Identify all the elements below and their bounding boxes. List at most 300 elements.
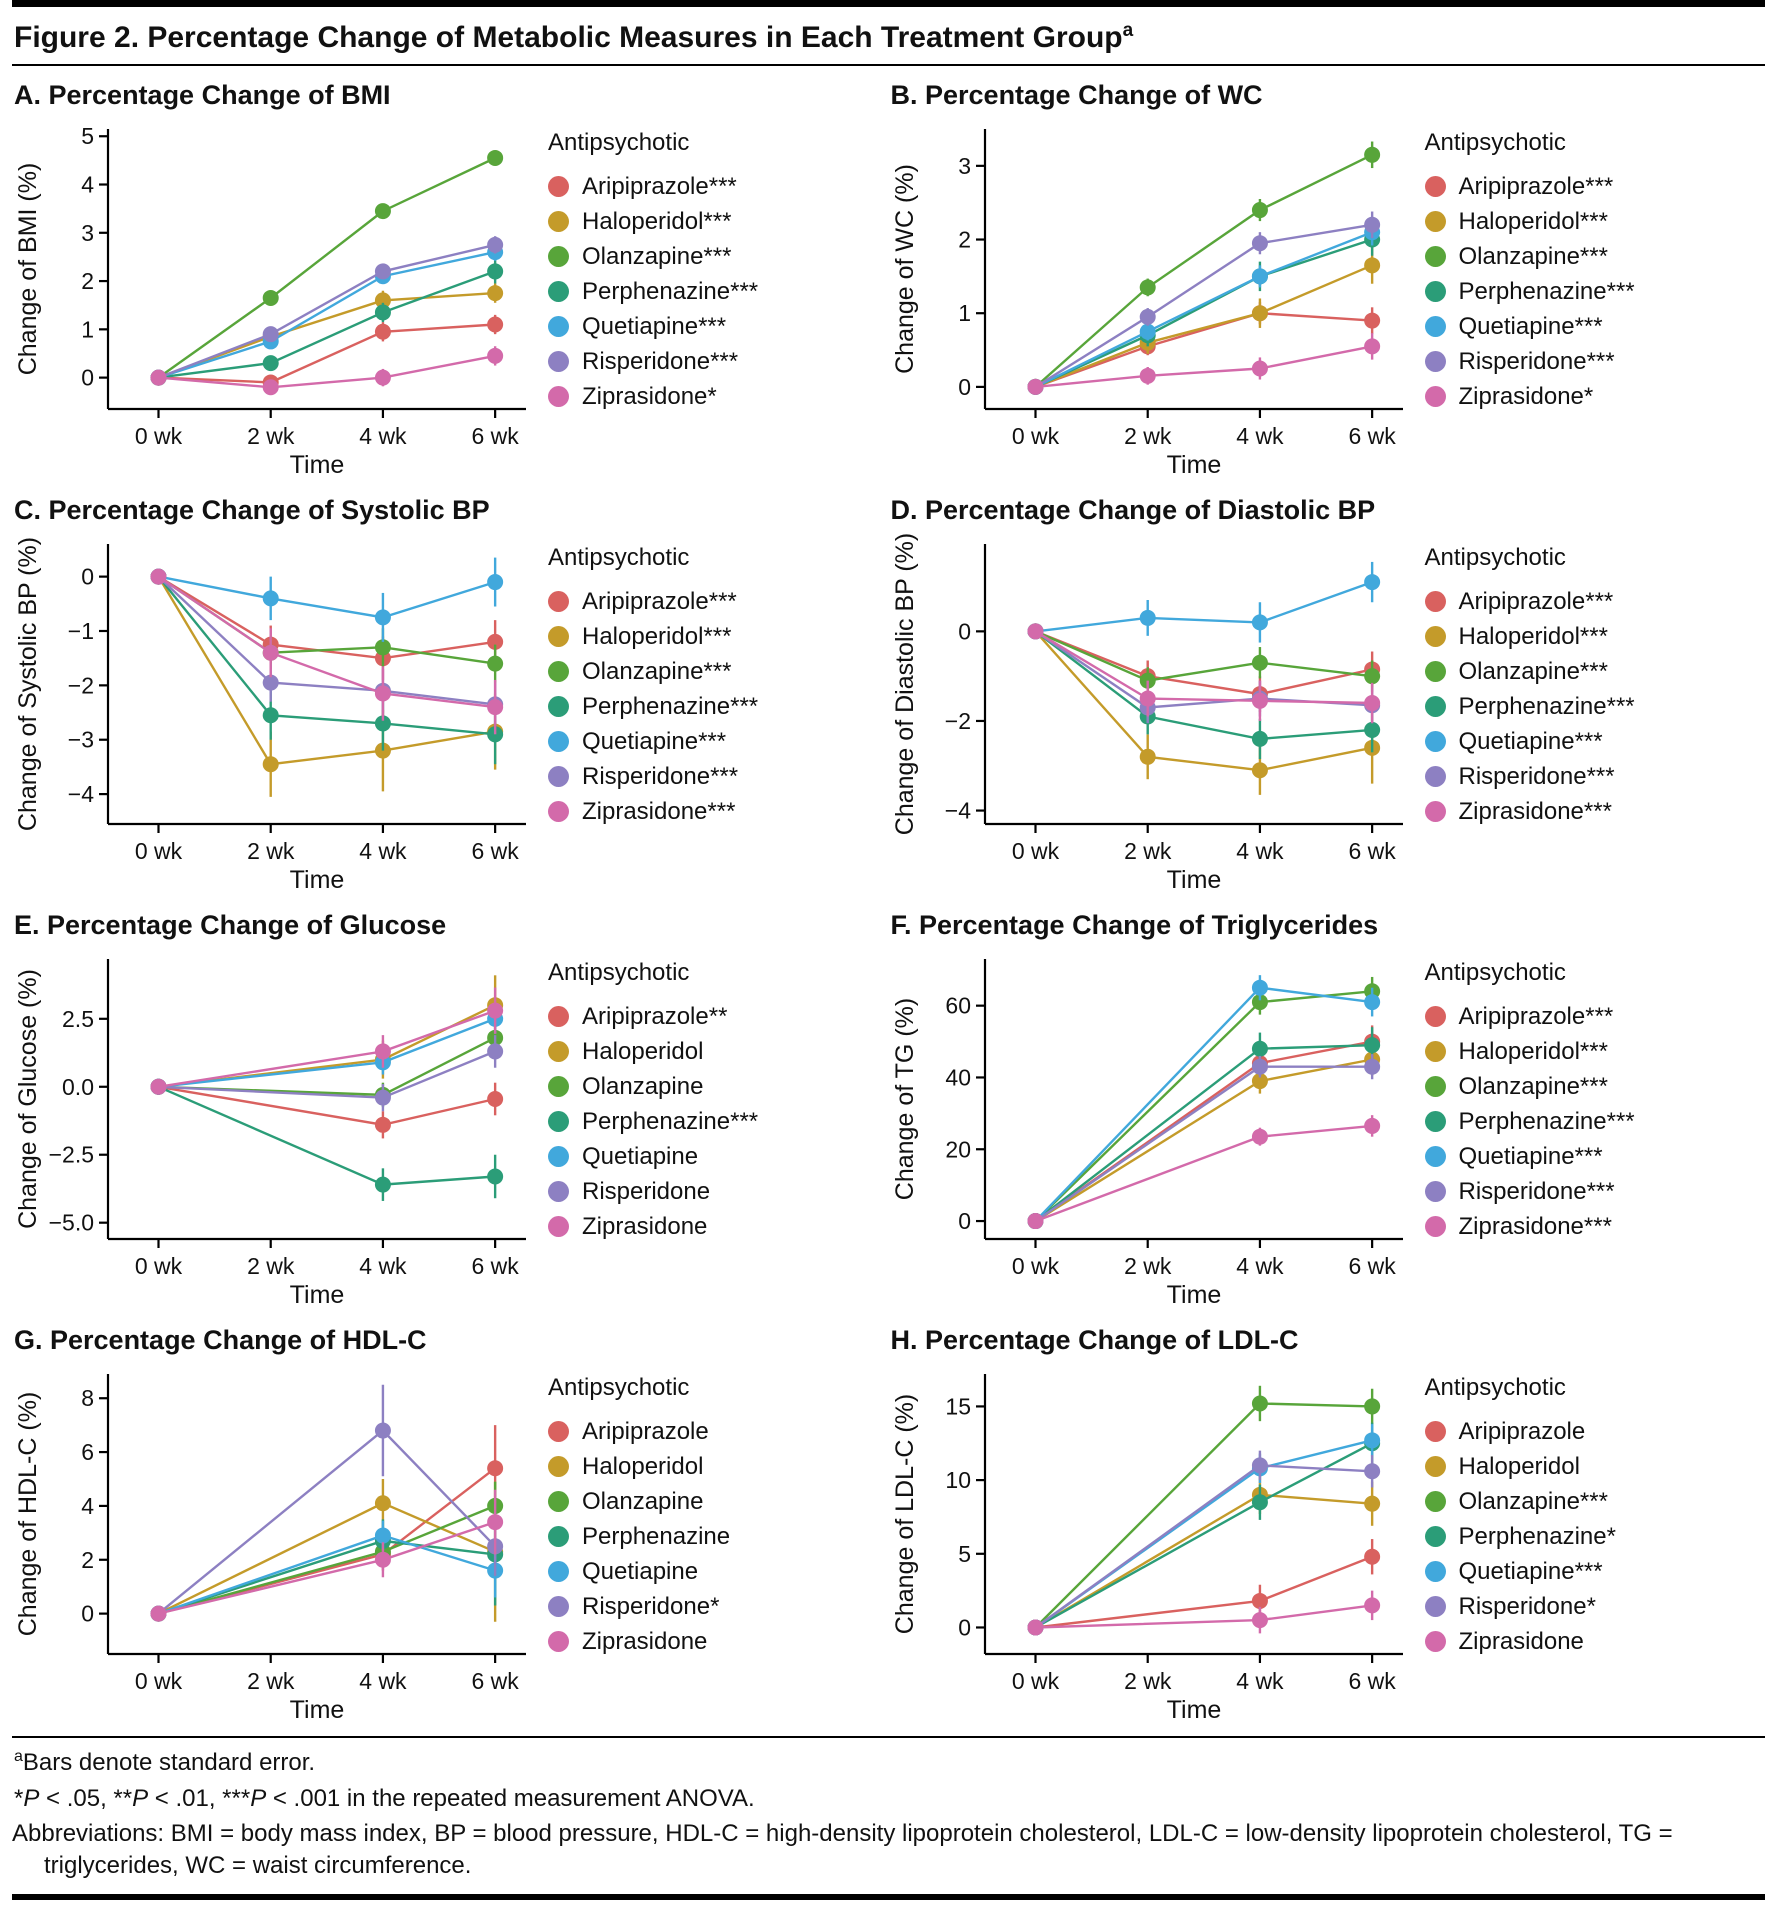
legend-label: Perphenazine bbox=[582, 1522, 731, 1550]
legend-label: Risperidone*** bbox=[582, 762, 739, 790]
legend-marker-icon bbox=[1425, 801, 1446, 822]
legend-label: Ziprasidone*** bbox=[1458, 1212, 1612, 1240]
legend-item bbox=[548, 309, 758, 344]
legend-label: Quetiapine*** bbox=[1458, 312, 1603, 340]
legend-label: Haloperidol*** bbox=[582, 207, 732, 235]
legend-item bbox=[548, 239, 758, 274]
legend-label: Haloperidol bbox=[1458, 1452, 1580, 1480]
legend-items bbox=[1425, 999, 1635, 1244]
svg-text:Change of WC (%): Change of WC (%) bbox=[890, 164, 919, 374]
legend-item bbox=[548, 1069, 758, 1104]
legend-marker-icon bbox=[1425, 1561, 1446, 1582]
footnote-stats-segment: * bbox=[14, 1784, 24, 1812]
legend-marker-icon bbox=[548, 351, 569, 372]
svg-text:4 wk: 4 wk bbox=[1235, 423, 1284, 449]
svg-text:2 wk: 2 wk bbox=[247, 838, 295, 864]
legend-item bbox=[1425, 1414, 1616, 1449]
legend-title: Antipsychotic bbox=[1424, 129, 1566, 156]
svg-text:6 wk: 6 wk bbox=[1347, 1253, 1396, 1279]
legend-label: Risperidone*** bbox=[582, 347, 739, 375]
legend-label: Aripiprazole** bbox=[582, 1002, 728, 1030]
legend-item bbox=[548, 759, 758, 794]
legend-label: Haloperidol*** bbox=[1458, 207, 1608, 235]
svg-text:Change of Glucose (%): Change of Glucose (%) bbox=[14, 969, 42, 1229]
legend-items bbox=[1425, 584, 1635, 829]
legend-marker-icon bbox=[1425, 1146, 1446, 1167]
figure-title bbox=[12, 7, 1765, 64]
legend-marker-icon bbox=[1425, 1631, 1446, 1652]
svg-text:15: 15 bbox=[944, 1393, 971, 1420]
legend-marker-icon bbox=[548, 1526, 569, 1547]
legend-marker-icon bbox=[1425, 1491, 1446, 1512]
svg-text:4 wk: 4 wk bbox=[359, 1253, 407, 1279]
svg-text:0 wk: 0 wk bbox=[1011, 423, 1059, 449]
legend-label: Olanzapine*** bbox=[1458, 1072, 1608, 1100]
svg-text:6: 6 bbox=[81, 1439, 94, 1466]
legend-marker-icon bbox=[548, 176, 569, 197]
legend-label: Quetiapine bbox=[582, 1557, 699, 1585]
legend-marker-icon bbox=[1425, 211, 1446, 232]
svg-text:Time: Time bbox=[289, 1281, 345, 1309]
legend-item bbox=[1425, 1589, 1616, 1624]
legend-items bbox=[548, 584, 758, 829]
svg-text:4: 4 bbox=[81, 1492, 94, 1519]
legend-item bbox=[548, 1519, 730, 1554]
ldl-c-legend bbox=[1425, 1374, 1616, 1659]
legend-items bbox=[548, 1414, 730, 1659]
svg-text:4 wk: 4 wk bbox=[359, 838, 407, 864]
legend-marker-icon bbox=[1425, 1421, 1446, 1442]
legend-marker-icon bbox=[1425, 1526, 1446, 1547]
legend-marker-icon bbox=[548, 281, 569, 302]
legend-marker-icon bbox=[548, 1181, 569, 1202]
legend-item bbox=[1425, 204, 1635, 239]
svg-text:Change of HDL-C (%): Change of HDL-C (%) bbox=[14, 1391, 42, 1637]
svg-text:0: 0 bbox=[81, 563, 94, 590]
legend-items bbox=[548, 169, 758, 414]
legend-label: Olanzapine bbox=[582, 1072, 704, 1100]
svg-text:20: 20 bbox=[944, 1136, 971, 1163]
legend-item bbox=[548, 584, 758, 619]
legend-label: Ziprasidone bbox=[582, 1212, 708, 1240]
legend-marker-icon bbox=[1425, 351, 1446, 372]
legend-item bbox=[1425, 309, 1635, 344]
legend-item bbox=[1425, 344, 1635, 379]
legend-label: Perphenazine* bbox=[1458, 1522, 1616, 1550]
svg-text:0: 0 bbox=[957, 1614, 971, 1641]
legend-marker-icon bbox=[548, 1041, 569, 1062]
legend-label: Olanzapine*** bbox=[1458, 242, 1608, 270]
legend-label: Quetiapine*** bbox=[1458, 727, 1603, 755]
svg-text:40: 40 bbox=[944, 1064, 971, 1091]
figure-title-superscript: a bbox=[1122, 20, 1134, 41]
svg-text:−4: −4 bbox=[944, 797, 971, 824]
legend-item bbox=[548, 1624, 730, 1659]
svg-text:60: 60 bbox=[944, 992, 971, 1019]
legend-item bbox=[548, 689, 758, 724]
svg-text:2 wk: 2 wk bbox=[1123, 1253, 1171, 1279]
svg-text:Time: Time bbox=[1166, 866, 1221, 894]
legend-items bbox=[1425, 169, 1635, 414]
legend-item bbox=[548, 274, 758, 309]
svg-text:0 wk: 0 wk bbox=[1011, 1253, 1059, 1279]
panel-a-title: A. Percentage Change of BMI bbox=[14, 80, 391, 110]
legend-marker-icon bbox=[1425, 766, 1446, 787]
footnote-stats-segment: < .01, *** bbox=[148, 1784, 251, 1812]
legend-item bbox=[548, 654, 758, 689]
legend-marker-icon bbox=[548, 696, 569, 717]
legend-marker-icon bbox=[548, 211, 569, 232]
legend-title: Antipsychotic bbox=[548, 959, 690, 986]
svg-text:3: 3 bbox=[81, 219, 94, 246]
svg-text:Change of Diastolic BP (%): Change of Diastolic BP (%) bbox=[890, 532, 919, 836]
legend-marker-icon bbox=[1425, 386, 1446, 407]
legend-item bbox=[1425, 1554, 1616, 1589]
legend-marker-icon bbox=[548, 246, 569, 267]
legend-item bbox=[1425, 724, 1635, 759]
legend-label: Ziprasidone bbox=[582, 1627, 708, 1655]
svg-text:4 wk: 4 wk bbox=[1235, 1253, 1284, 1279]
svg-text:−2: −2 bbox=[944, 707, 971, 734]
legend-label: Risperidone*** bbox=[1458, 762, 1615, 790]
svg-text:6 wk: 6 wk bbox=[471, 838, 519, 864]
legend-item bbox=[548, 619, 758, 654]
svg-text:Time: Time bbox=[1166, 1696, 1221, 1724]
svg-text:0 wk: 0 wk bbox=[134, 1668, 183, 1694]
panel-a-bmi bbox=[12, 66, 889, 481]
svg-text:1: 1 bbox=[957, 300, 971, 327]
panel-f-triglycerides bbox=[889, 896, 1766, 1311]
legend-item bbox=[548, 1209, 758, 1244]
footnote-stats-segment: < .001 in the repeated measurement ANOVA. bbox=[266, 1784, 755, 1812]
legend-item bbox=[548, 204, 758, 239]
legend-label: Aripiprazole*** bbox=[582, 172, 737, 200]
legend-title: Antipsychotic bbox=[1424, 1374, 1566, 1401]
svg-text:Change of LDL-C (%): Change of LDL-C (%) bbox=[890, 1393, 919, 1635]
legend-label: Quetiapine*** bbox=[582, 312, 727, 340]
svg-text:8: 8 bbox=[81, 1385, 94, 1412]
legend-item bbox=[548, 1139, 758, 1174]
svg-text:2 wk: 2 wk bbox=[247, 423, 295, 449]
legend-marker-icon bbox=[1425, 281, 1446, 302]
legend-item bbox=[1425, 1624, 1616, 1659]
svg-text:Time: Time bbox=[289, 1696, 345, 1724]
svg-text:4: 4 bbox=[81, 171, 94, 198]
legend-item bbox=[1425, 169, 1635, 204]
legend-marker-icon bbox=[548, 1421, 569, 1442]
panel-e-glucose bbox=[12, 896, 889, 1311]
legend-marker-icon bbox=[548, 1491, 569, 1512]
svg-text:2 wk: 2 wk bbox=[1123, 423, 1171, 449]
legend-label: Ziprasidone* bbox=[582, 382, 717, 410]
legend-item bbox=[1425, 1069, 1635, 1104]
figure-title-text: Figure 2. Percentage Change of Metabolic Measures in Each Treatment Group bbox=[14, 21, 1123, 54]
svg-text:Time: Time bbox=[1166, 1281, 1221, 1309]
panel-b-title: B. Percentage Change of WC bbox=[890, 80, 1263, 110]
legend-marker-icon bbox=[548, 1146, 569, 1167]
svg-text:0 wk: 0 wk bbox=[1011, 838, 1059, 864]
footnote-se-text: Bars denote standard error. bbox=[22, 1749, 316, 1776]
legend-title: Antipsychotic bbox=[548, 544, 690, 571]
svg-text:3: 3 bbox=[957, 152, 971, 179]
legend-title: Antipsychotic bbox=[1424, 544, 1566, 571]
legend-item bbox=[1425, 239, 1635, 274]
legend-label: Perphenazine*** bbox=[582, 692, 759, 720]
legend-label: Olanzapine bbox=[582, 1487, 704, 1515]
svg-text:0: 0 bbox=[957, 618, 971, 645]
legend-marker-icon bbox=[548, 591, 569, 612]
legend-label: Haloperidol bbox=[582, 1452, 704, 1480]
legend-label: Aripiprazole*** bbox=[1458, 172, 1614, 200]
svg-text:Change of BMI (%): Change of BMI (%) bbox=[14, 162, 42, 376]
svg-text:6 wk: 6 wk bbox=[1347, 1668, 1396, 1694]
legend-label: Risperidone* bbox=[582, 1592, 720, 1620]
legend-item bbox=[548, 379, 758, 414]
svg-text:Time: Time bbox=[289, 451, 345, 479]
panel-h-ldl-c bbox=[889, 1311, 1766, 1726]
legend-label: Quetiapine bbox=[582, 1142, 699, 1170]
legend-item bbox=[548, 794, 758, 829]
legend-title: Antipsychotic bbox=[1424, 959, 1566, 986]
legend-item bbox=[1425, 999, 1635, 1034]
panel-d-title: D. Percentage Change of Diastolic BP bbox=[890, 495, 1376, 525]
legend-marker-icon bbox=[548, 1111, 569, 1132]
svg-text:Change of TG (%): Change of TG (%) bbox=[890, 997, 919, 1201]
legend-item bbox=[1425, 379, 1635, 414]
legend-item bbox=[1425, 1209, 1635, 1244]
legend-label: Risperidone* bbox=[1458, 1592, 1596, 1620]
legend-item bbox=[1425, 1174, 1635, 1209]
legend-label: Aripiprazole bbox=[582, 1417, 709, 1445]
svg-text:2 wk: 2 wk bbox=[247, 1253, 295, 1279]
legend-marker-icon bbox=[1425, 661, 1446, 682]
triglycerides-line-chart bbox=[889, 943, 1419, 1311]
legend-marker-icon bbox=[1425, 1076, 1446, 1097]
legend-label: Quetiapine*** bbox=[1458, 1142, 1603, 1170]
svg-text:4 wk: 4 wk bbox=[1235, 838, 1284, 864]
legend-label: Perphenazine*** bbox=[582, 277, 759, 305]
legend-marker-icon bbox=[1425, 316, 1446, 337]
glucose-line-chart bbox=[12, 943, 542, 1311]
svg-text:0 wk: 0 wk bbox=[134, 423, 183, 449]
svg-text:−2: −2 bbox=[67, 672, 94, 699]
legend-marker-icon bbox=[548, 626, 569, 647]
systolic-bp-line-chart bbox=[12, 528, 542, 896]
legend-marker-icon bbox=[548, 1216, 569, 1237]
panel-b-wc bbox=[889, 66, 1766, 481]
bmi-legend bbox=[548, 129, 758, 414]
legend-item bbox=[548, 724, 758, 759]
svg-text:Change of Systolic BP (%): Change of Systolic BP (%) bbox=[14, 536, 42, 832]
triglycerides-legend bbox=[1425, 959, 1635, 1244]
top-rule bbox=[12, 0, 1765, 7]
legend-label: Haloperidol*** bbox=[582, 622, 732, 650]
legend-item bbox=[548, 999, 758, 1034]
svg-text:2: 2 bbox=[81, 1546, 94, 1573]
glucose-legend bbox=[548, 959, 758, 1244]
legend-label: Olanzapine*** bbox=[582, 657, 732, 685]
svg-text:2 wk: 2 wk bbox=[1123, 1668, 1171, 1694]
svg-text:Time: Time bbox=[289, 866, 345, 894]
svg-text:2 wk: 2 wk bbox=[1123, 838, 1171, 864]
legend-item bbox=[548, 1104, 758, 1139]
hdl-c-line-chart bbox=[12, 1358, 542, 1726]
svg-text:0 wk: 0 wk bbox=[134, 1253, 183, 1279]
svg-text:4 wk: 4 wk bbox=[1235, 1668, 1284, 1694]
legend-item bbox=[548, 1034, 758, 1069]
legend-label: Perphenazine*** bbox=[582, 1107, 759, 1135]
svg-text:10: 10 bbox=[944, 1467, 971, 1494]
svg-text:2: 2 bbox=[957, 226, 971, 253]
panel-grid bbox=[12, 66, 1765, 1726]
legend-marker-icon bbox=[1425, 246, 1446, 267]
legend-label: Aripiprazole*** bbox=[1458, 587, 1614, 615]
svg-text:0.0: 0.0 bbox=[62, 1073, 94, 1100]
svg-text:0 wk: 0 wk bbox=[1011, 1668, 1059, 1694]
svg-text:4 wk: 4 wk bbox=[359, 1668, 407, 1694]
legend-label: Perphenazine*** bbox=[1458, 277, 1635, 305]
legend-marker-icon bbox=[1425, 731, 1446, 752]
legend-marker-icon bbox=[548, 661, 569, 682]
legend-item bbox=[1425, 1104, 1635, 1139]
legend-marker-icon bbox=[548, 1561, 569, 1582]
panel-f-title: F. Percentage Change of Triglycerides bbox=[890, 910, 1379, 940]
legend-item bbox=[1425, 1449, 1616, 1484]
legend-item bbox=[1425, 1484, 1616, 1519]
footnote-standard-error bbox=[12, 1744, 1765, 1781]
legend-label: Ziprasidone*** bbox=[582, 797, 736, 825]
svg-text:0 wk: 0 wk bbox=[134, 838, 183, 864]
legend-label: Perphenazine*** bbox=[1458, 692, 1635, 720]
legend-item bbox=[1425, 584, 1635, 619]
systolic-bp-legend bbox=[548, 544, 758, 829]
legend-item bbox=[548, 344, 758, 379]
legend-label: Quetiapine*** bbox=[582, 727, 727, 755]
svg-text:−3: −3 bbox=[67, 726, 94, 753]
svg-text:6 wk: 6 wk bbox=[1347, 838, 1396, 864]
legend-marker-icon bbox=[548, 801, 569, 822]
panel-e-title: E. Percentage Change of Glucose bbox=[14, 910, 447, 940]
legend-marker-icon bbox=[1425, 1006, 1446, 1027]
legend-marker-icon bbox=[1425, 591, 1446, 612]
legend-marker-icon bbox=[548, 1076, 569, 1097]
svg-text:0: 0 bbox=[81, 364, 94, 391]
svg-text:5: 5 bbox=[81, 123, 94, 150]
svg-text:5: 5 bbox=[957, 1540, 971, 1567]
legend-label: Haloperidol*** bbox=[1458, 622, 1608, 650]
bottom-rule bbox=[12, 1894, 1765, 1900]
footnote-section bbox=[12, 1736, 1765, 1900]
legend-title: Antipsychotic bbox=[548, 129, 690, 156]
legend-marker-icon bbox=[548, 386, 569, 407]
legend-label: Risperidone*** bbox=[1458, 1177, 1615, 1205]
legend-item bbox=[548, 1174, 758, 1209]
hdl-c-legend bbox=[548, 1374, 730, 1659]
legend-marker-icon bbox=[548, 316, 569, 337]
legend-marker-icon bbox=[1425, 1216, 1446, 1237]
svg-text:1: 1 bbox=[81, 316, 94, 343]
wc-legend bbox=[1425, 129, 1635, 414]
legend-item bbox=[1425, 654, 1635, 689]
footnote-stats-segment: P bbox=[132, 1784, 149, 1812]
svg-text:Time: Time bbox=[1166, 451, 1221, 479]
svg-text:4 wk: 4 wk bbox=[359, 423, 407, 449]
legend-label: Ziprasidone*** bbox=[1458, 797, 1612, 825]
legend-marker-icon bbox=[1425, 1596, 1446, 1617]
legend-label: Ziprasidone* bbox=[1458, 382, 1594, 410]
svg-text:6 wk: 6 wk bbox=[471, 1253, 519, 1279]
legend-marker-icon bbox=[1425, 626, 1446, 647]
legend-title: Antipsychotic bbox=[548, 1374, 690, 1401]
legend-marker-icon bbox=[548, 1631, 569, 1652]
legend-item bbox=[548, 1484, 730, 1519]
footnote-stats bbox=[12, 1781, 1765, 1817]
legend-label: Olanzapine*** bbox=[1458, 657, 1608, 685]
panel-h-title: H. Percentage Change of LDL-C bbox=[890, 1325, 1299, 1355]
legend-items bbox=[1425, 1414, 1616, 1659]
legend-item bbox=[548, 1449, 730, 1484]
legend-label: Olanzapine*** bbox=[582, 242, 732, 270]
diastolic-bp-line-chart bbox=[889, 528, 1419, 896]
svg-text:2.5: 2.5 bbox=[62, 1005, 94, 1032]
footnote-abbreviations: Abbreviations: BMI = body mass index, BP = blood pressure, HDL-C = high-density lipoprotein cholesterol, LDL-C = low-density lipoprotein cholesterol, TG = triglycerides, WC = waist circumference. bbox=[12, 1820, 1673, 1880]
legend-label: Aripiprazole bbox=[1458, 1417, 1586, 1445]
legend-marker-icon bbox=[548, 1456, 569, 1477]
legend-label: Quetiapine*** bbox=[1458, 1557, 1603, 1585]
legend-marker-icon bbox=[1425, 176, 1446, 197]
svg-text:−5.0: −5.0 bbox=[48, 1209, 94, 1236]
diastolic-bp-legend bbox=[1425, 544, 1635, 829]
panel-g-title: G. Percentage Change of HDL-C bbox=[14, 1325, 427, 1355]
legend-label: Risperidone bbox=[582, 1177, 711, 1205]
legend-marker-icon bbox=[1425, 1456, 1446, 1477]
legend-item bbox=[548, 1414, 730, 1449]
legend-label: Haloperidol*** bbox=[1458, 1037, 1608, 1065]
footnote-stats-segment: P bbox=[23, 1784, 40, 1812]
legend-marker-icon bbox=[1425, 696, 1446, 717]
legend-label: Olanzapine*** bbox=[1458, 1487, 1608, 1515]
ldl-c-line-chart bbox=[889, 1358, 1419, 1726]
footnote-se-marker: a bbox=[14, 1748, 23, 1765]
legend-item bbox=[1425, 1034, 1635, 1069]
legend-item bbox=[1425, 794, 1635, 829]
svg-text:6 wk: 6 wk bbox=[471, 1668, 519, 1694]
svg-text:−2.5: −2.5 bbox=[48, 1141, 94, 1168]
legend-label: Haloperidol bbox=[582, 1037, 704, 1065]
legend-marker-icon bbox=[1425, 1181, 1446, 1202]
legend-item bbox=[1425, 759, 1635, 794]
legend-label: Aripiprazole*** bbox=[582, 587, 737, 615]
legend-items bbox=[548, 999, 758, 1244]
legend-marker-icon bbox=[1425, 1041, 1446, 1062]
footnote-stats-segment: P bbox=[250, 1784, 267, 1812]
legend-item bbox=[548, 1589, 730, 1624]
panel-d-diastolic-bp bbox=[889, 481, 1766, 896]
svg-text:2 wk: 2 wk bbox=[247, 1668, 295, 1694]
panel-c-systolic-bp bbox=[12, 481, 889, 896]
svg-text:0: 0 bbox=[81, 1600, 94, 1627]
legend-marker-icon bbox=[548, 766, 569, 787]
legend-item bbox=[1425, 1519, 1616, 1554]
wc-line-chart bbox=[889, 113, 1419, 481]
svg-text:6 wk: 6 wk bbox=[1347, 423, 1396, 449]
panel-g-hdl-c bbox=[12, 1311, 889, 1726]
legend-item bbox=[548, 169, 758, 204]
svg-text:6 wk: 6 wk bbox=[471, 423, 519, 449]
legend-label: Perphenazine*** bbox=[1458, 1107, 1635, 1135]
footnote-stats-segment: < .05, ** bbox=[39, 1784, 133, 1812]
legend-marker-icon bbox=[548, 1596, 569, 1617]
